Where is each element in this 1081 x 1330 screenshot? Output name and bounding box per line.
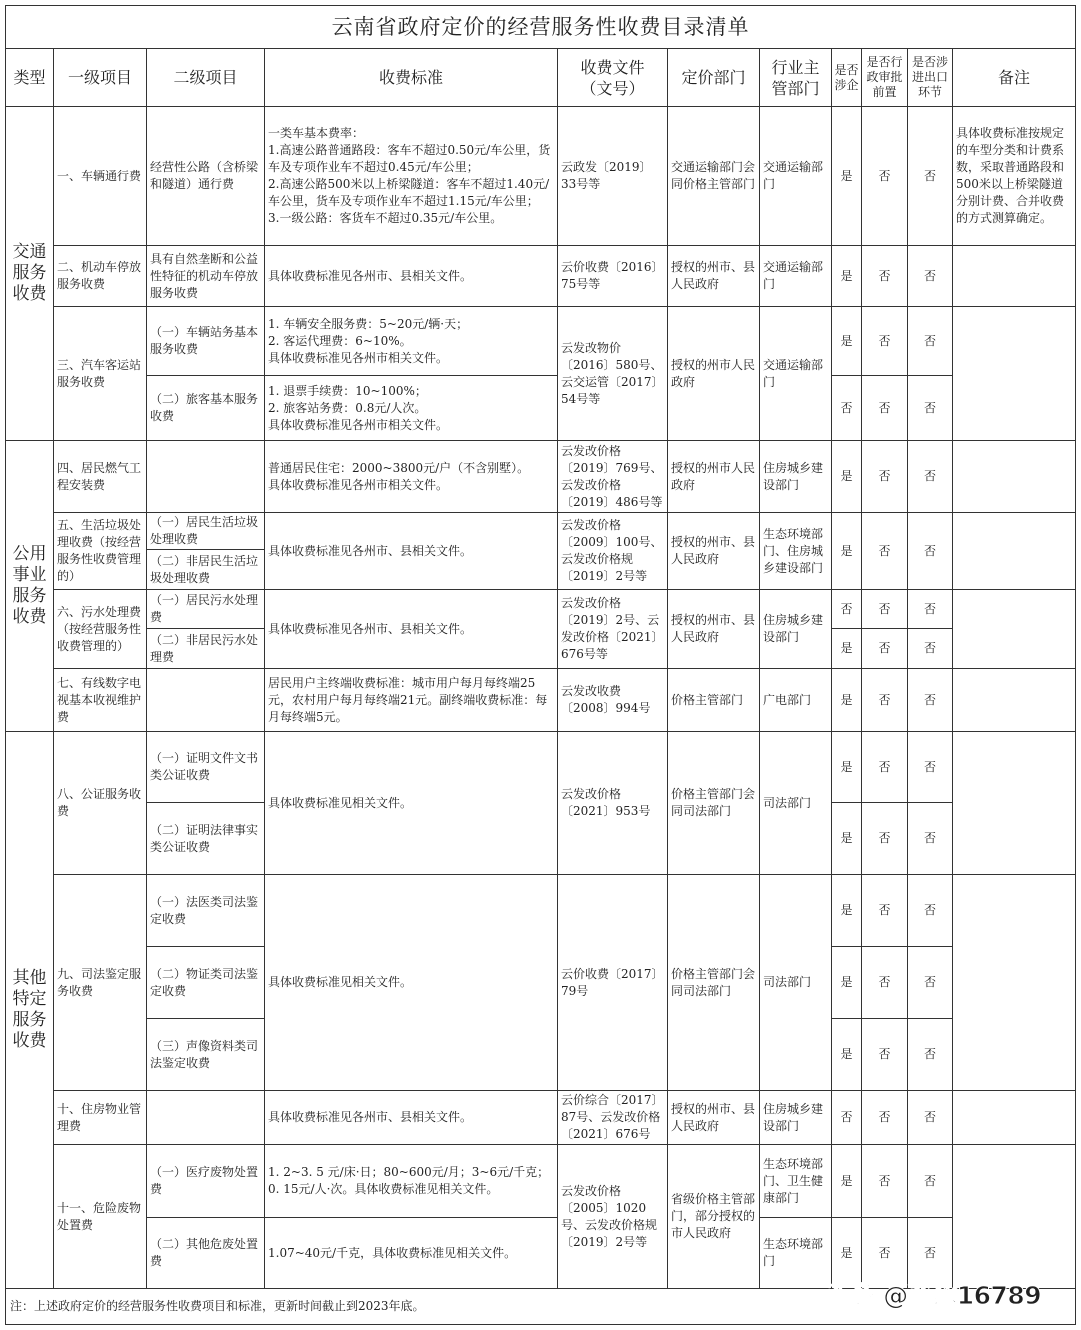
level2-item: （一）居民生活垃圾处理收费 [147, 513, 265, 550]
fee-standard: 一类车基本费率： 1.高速公路普通路段：客车不超过0.50元/车公里，货车及专项作业车不超过0.45元/车公里； 2.高速公路500米以上桥梁隧道：客车不超过1.40元/车公里，货车及专项作业车不超过1.15元/车公里； 3.一级公路：客货车不超过0.35元/车公里。 [265, 107, 558, 246]
remarks [953, 441, 1076, 513]
involves-enterprise-flag: 是 [832, 803, 862, 875]
fee-standard: 1.07~40元/千克，具体收费标准见相关文件。 [265, 1218, 558, 1289]
pricing-dept: 授权的州市、县人民政府 [668, 513, 760, 590]
header-remarks: 备注 [953, 49, 1076, 107]
admin-approval-flag: 否 [862, 1019, 908, 1091]
fee-standard: 具体收费标准见各州市、县相关文件。 [265, 590, 558, 669]
level1-item: 四、居民燃气工程安装费 [54, 441, 147, 513]
fee-standard: 具体收费标准见相关文件。 [265, 875, 558, 1091]
header-import-export: 是否涉 进出口 环节 [908, 49, 953, 107]
involves-enterprise-flag: 是 [832, 947, 862, 1019]
level2-item: （一）车辆站务基本服务收费 [147, 307, 265, 376]
table-row [6, 49, 1076, 107]
level1-item: 一、车辆通行费 [54, 107, 147, 246]
industry-dept: 司法部门 [760, 732, 832, 875]
table-row [6, 669, 1076, 732]
header-industry-dept: 行业主 管部门 [760, 49, 832, 107]
import-export-flag: 否 [908, 1091, 953, 1145]
admin-approval-flag: 否 [862, 669, 908, 732]
admin-approval-flag: 否 [862, 376, 908, 441]
level2-item [147, 441, 265, 513]
admin-approval-flag: 否 [862, 732, 908, 803]
import-export-flag: 否 [908, 669, 953, 732]
import-export-flag: 否 [908, 376, 953, 441]
header-admin-approval: 是否行 政审批 前置 [862, 49, 908, 107]
import-export-flag: 否 [908, 629, 953, 669]
level2-item: （二）非居民生活垃圾处理收费 [147, 550, 265, 590]
pricing-dept: 授权的州市、县人民政府 [668, 1091, 760, 1145]
fee-standard: 具体收费标准见各州市、县相关文件。 [265, 513, 558, 590]
industry-dept: 司法部门 [760, 875, 832, 1091]
level1-item: 三、汽车客运站服务收费 [54, 307, 147, 441]
table-row [6, 590, 1076, 629]
fee-document: 云发改价格〔2019〕2号、云发改价格〔2021〕676号等 [558, 590, 668, 669]
pricing-dept: 省级价格主管部门，部分授权的市人民政府 [668, 1145, 760, 1289]
remarks [953, 1091, 1076, 1145]
table-row [6, 513, 1076, 550]
industry-dept: 生态环境部门、住房城乡建设部门 [760, 513, 832, 590]
level2-item [147, 1091, 265, 1145]
table-row [6, 441, 1076, 513]
pricing-dept: 授权的州市人民政府 [668, 441, 760, 513]
admin-approval-flag: 否 [862, 441, 908, 513]
industry-dept: 生态环境部门 [760, 1218, 832, 1289]
involves-enterprise-flag: 是 [832, 875, 862, 947]
fee-standard: 具体收费标准见相关文件。 [265, 732, 558, 875]
admin-approval-flag: 否 [862, 590, 908, 629]
table-row [6, 875, 1076, 947]
involves-enterprise-flag: 是 [832, 629, 862, 669]
level2-item: （二）证明法律事实类公证收费 [147, 803, 265, 875]
category-label: 交通 服务 收费 [6, 107, 54, 441]
industry-dept: 交通运输部门 [760, 246, 832, 307]
level2-item: 经营性公路（含桥梁和隧道）通行费 [147, 107, 265, 246]
fee-document: 云价收费〔2017〕79号 [558, 875, 668, 1091]
fee-document: 云政发〔2019〕33号等 [558, 107, 668, 246]
footnote: 注：上述政府定价的经营服务性收费项目和标准，更新时间截止到2023年底。 [6, 1289, 1076, 1325]
remarks [953, 1145, 1076, 1289]
level1-item: 十一、危险废物处置费 [54, 1145, 147, 1289]
admin-approval-flag: 否 [862, 307, 908, 376]
header-level2: 二级项目 [147, 49, 265, 107]
level2-item: （二）其他危废处置费 [147, 1218, 265, 1289]
admin-approval-flag: 否 [862, 1091, 908, 1145]
fee-document: 云发改价格〔2005〕1020号、云发改价格规〔2019〕2号等 [558, 1145, 668, 1289]
header-type: 类型 [6, 49, 54, 107]
level2-item: （一）居民污水处理费 [147, 590, 265, 629]
industry-dept: 交通运输部门 [760, 107, 832, 246]
fee-standard: 具体收费标准见各州市、县相关文件。 [265, 1091, 558, 1145]
industry-dept: 广电部门 [760, 669, 832, 732]
involves-enterprise-flag: 否 [832, 1091, 862, 1145]
industry-dept: 住房城乡建设部门 [760, 441, 832, 513]
fee-catalog-table [5, 5, 1076, 1325]
remarks [953, 875, 1076, 1091]
import-export-flag: 否 [908, 441, 953, 513]
industry-dept: 交通运输部门 [760, 307, 832, 441]
involves-enterprise-flag: 否 [832, 590, 862, 629]
admin-approval-flag: 否 [862, 629, 908, 669]
pricing-dept: 授权的州市、县人民政府 [668, 590, 760, 669]
level2-item: （二）物证类司法鉴定收费 [147, 947, 265, 1019]
fee-standard: 1. 退票手续费：10~100%； 2. 旅客站务费：0.8元/人次。 具体收费标准见各州市相关文件。 [265, 376, 558, 441]
pricing-dept: 价格主管部门会同司法部门 [668, 875, 760, 1091]
import-export-flag: 否 [908, 107, 953, 246]
admin-approval-flag: 否 [862, 1218, 908, 1289]
involves-enterprise-flag: 是 [832, 441, 862, 513]
header-level1: 一级项目 [54, 49, 147, 107]
pricing-dept: 价格主管部门 [668, 669, 760, 732]
involves-enterprise-flag: 是 [832, 307, 862, 376]
admin-approval-flag: 否 [862, 107, 908, 246]
import-export-flag: 否 [908, 875, 953, 947]
level2-item [147, 669, 265, 732]
fee-standard: 居民用户主终端收费标准：城市用户每月每终端25元，农村用户每月每终端21元。副终端收费标准：每月每终端5元。 [265, 669, 558, 732]
fee-document: 云价收费〔2016〕75号等 [558, 246, 668, 307]
category-label: 其他 特定 服务 收费 [6, 732, 54, 1289]
level2-item: （一）医疗废物处置费 [147, 1145, 265, 1218]
header-pricing-dept: 定价部门 [668, 49, 760, 107]
admin-approval-flag: 否 [862, 875, 908, 947]
industry-dept: 住房城乡建设部门 [760, 590, 832, 669]
table-row [6, 307, 1076, 376]
admin-approval-flag: 否 [862, 803, 908, 875]
level2-item: 具有自然垄断和公益性特征的机动车停放服务收费 [147, 246, 265, 307]
watermark: 头条 @蓝冰16789 [826, 1281, 1042, 1310]
level1-item: 八、公证服务收费 [54, 732, 147, 875]
table-row [6, 246, 1076, 307]
involves-enterprise-flag: 是 [832, 669, 862, 732]
fee-document: 云价综合〔2017〕87号、云发改价格〔2021〕676号 [558, 1091, 668, 1145]
import-export-flag: 否 [908, 246, 953, 307]
header-document: 收费文件 （文号） [558, 49, 668, 107]
involves-enterprise-flag: 否 [832, 376, 862, 441]
table-row [6, 732, 1076, 803]
remarks [953, 732, 1076, 875]
fee-document: 云发改物价〔2016〕580号、云交运管〔2017〕54号等 [558, 307, 668, 441]
import-export-flag: 否 [908, 307, 953, 376]
fee-document: 云发改收费〔2008〕994号 [558, 669, 668, 732]
level2-item: （一）法医类司法鉴定收费 [147, 875, 265, 947]
involves-enterprise-flag: 是 [832, 513, 862, 590]
level2-item: （二）非居民污水处理费 [147, 629, 265, 669]
table-row [6, 6, 1076, 49]
level1-item: 七、有线数字电视基本收视维护费 [54, 669, 147, 732]
admin-approval-flag: 否 [862, 1145, 908, 1218]
level1-item: 九、司法鉴定服务收费 [54, 875, 147, 1091]
pricing-dept: 价格主管部门会同司法部门 [668, 732, 760, 875]
level1-item: 十、住房物业管理费 [54, 1091, 147, 1145]
category-label: 公用 事业 服务 收费 [6, 441, 54, 732]
remarks [953, 307, 1076, 441]
import-export-flag: 否 [908, 732, 953, 803]
involves-enterprise-flag: 是 [832, 1019, 862, 1091]
table-row [6, 376, 1076, 441]
remarks [953, 246, 1076, 307]
level1-item: 二、机动车停放服务收费 [54, 246, 147, 307]
pricing-dept: 交通运输部门会同价格主管部门 [668, 107, 760, 246]
involves-enterprise-flag: 是 [832, 107, 862, 246]
level2-item: （三）声像资料类司法鉴定收费 [147, 1019, 265, 1091]
admin-approval-flag: 否 [862, 947, 908, 1019]
import-export-flag: 否 [908, 513, 953, 590]
admin-approval-flag: 否 [862, 513, 908, 590]
industry-dept: 住房城乡建设部门 [760, 1091, 832, 1145]
fee-standard: 1. 车辆安全服务费：5~20元/辆·天； 2. 客运代理费：6~10%。 具体收费标准见各州市相关文件。 [265, 307, 558, 376]
fee-standard: 普通居民住宅：2000~3800元/户（不含别墅）。 具体收费标准见各州市相关文件。 [265, 441, 558, 513]
level1-item: 五、生活垃圾处理收费（按经营服务性收费管理的） [54, 513, 147, 590]
import-export-flag: 否 [908, 947, 953, 1019]
header-involves-enterprise: 是否 涉企 [832, 49, 862, 107]
table-title: 云南省政府定价的经营服务性收费目录清单 [6, 6, 1076, 49]
level2-item: （二）旅客基本服务收费 [147, 376, 265, 441]
import-export-flag: 否 [908, 1145, 953, 1218]
involves-enterprise-flag: 是 [832, 1145, 862, 1218]
header-standard: 收费标准 [265, 49, 558, 107]
level1-item: 六、污水处理费（按经营服务性收费管理的） [54, 590, 147, 669]
table-row [6, 1145, 1076, 1218]
remarks: 具体收费标准按规定的车型分类和计费系数，采取普通路段和500米以上桥梁隧道分别计费、合并收费的方式测算确定。 [953, 107, 1076, 246]
industry-dept: 生态环境部门、卫生健康部门 [760, 1145, 832, 1218]
remarks [953, 513, 1076, 590]
fee-document: 云发改价格〔2019〕769号、云发改价格〔2019〕486号等 [558, 441, 668, 513]
level2-item: （一）证明文件文书类公证收费 [147, 732, 265, 803]
table-row [6, 107, 1076, 246]
import-export-flag: 否 [908, 1019, 953, 1091]
remarks [953, 590, 1076, 669]
pricing-dept: 授权的州市人民政府 [668, 307, 760, 441]
remarks [953, 669, 1076, 732]
import-export-flag: 否 [908, 590, 953, 629]
fee-document: 云发改价格〔2009〕100号、云发改价格规〔2019〕2号等 [558, 513, 668, 590]
involves-enterprise-flag: 是 [832, 246, 862, 307]
fee-document: 云发改价格〔2021〕953号 [558, 732, 668, 875]
fee-standard: 1. 2~3. 5 元/床·日；80~600元/月；3~6元/千克；0. 15元/人·次。具体收费标准见相关文件。 [265, 1145, 558, 1218]
import-export-flag: 否 [908, 803, 953, 875]
fee-standard: 具体收费标准见各州市、县相关文件。 [265, 246, 558, 307]
involves-enterprise-flag: 是 [832, 732, 862, 803]
pricing-dept: 授权的州市、县人民政府 [668, 246, 760, 307]
import-export-flag: 否 [908, 1218, 953, 1289]
admin-approval-flag: 否 [862, 246, 908, 307]
table-row [6, 1091, 1076, 1145]
involves-enterprise-flag: 是 [832, 1218, 862, 1289]
